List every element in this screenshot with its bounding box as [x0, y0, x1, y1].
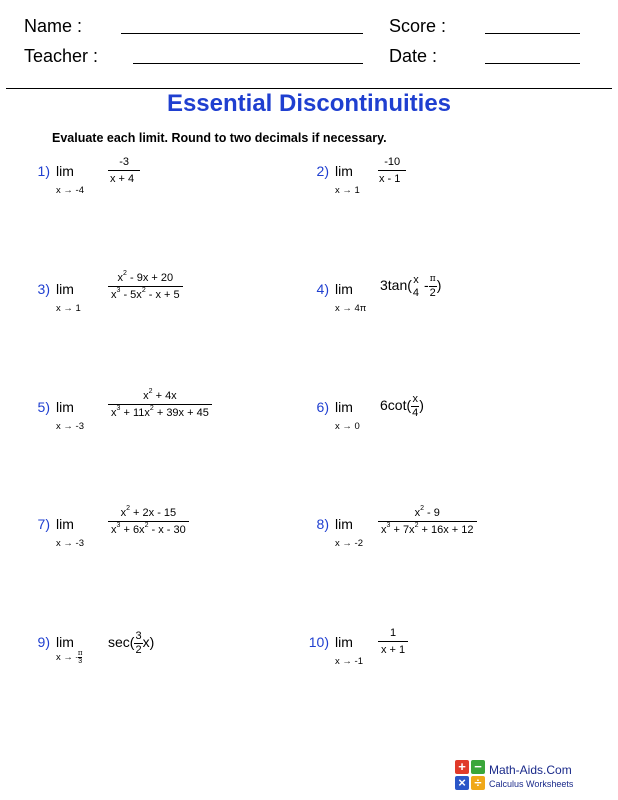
- x-over-4: $\frac{x}{4}$: [412, 393, 419, 419]
- divide-icon: ÷: [471, 776, 485, 790]
- problem-number: 9): [37, 634, 50, 650]
- page-title: Essential Discontinuities: [166, 90, 452, 117]
- problem-number: 8): [316, 516, 329, 532]
- fraction: [108, 272, 183, 301]
- problem-7: [10, 505, 290, 586]
- approach-label: x → 1: [56, 303, 81, 314]
- approach-label: x → - $\frac{\pi}{3}$: [56, 649, 83, 665]
- denominator: $x^3 - 5x^2 - x + 5$: [108, 286, 183, 301]
- lim-label: lim: [335, 281, 353, 297]
- fraction: [378, 156, 406, 185]
- problem-2: [289, 156, 569, 233]
- problem-10: [289, 627, 569, 704]
- lim-label: lim: [56, 281, 74, 297]
- logo-subtitle: Calculus Worksheets: [489, 779, 574, 789]
- coefficient: 6cot(: [380, 397, 412, 414]
- problem-8: [289, 505, 569, 586]
- pi-over-2: π 2: [429, 274, 436, 299]
- lim-label: lim: [56, 516, 74, 532]
- fraction: [108, 390, 212, 419]
- problem-number: 7): [37, 516, 50, 532]
- problem-number: 4): [316, 281, 329, 297]
- close-paren: ): [419, 397, 424, 414]
- instructions: Evaluate each limit. Round to two decimals if necessary.: [52, 131, 387, 145]
- trig-expression: [108, 630, 154, 657]
- numerator: $x^2 + 2x - 15$: [120, 505, 177, 519]
- three-over-two: $\frac{3}{2}$: [135, 630, 142, 656]
- problem-number: 2): [316, 163, 329, 179]
- approach-label: x → -4: [56, 185, 84, 196]
- trig-expression: [380, 273, 441, 300]
- lim-label: lim: [56, 634, 74, 650]
- denominator: $x^3 + 7x^2 + 16x + 12$: [378, 521, 477, 536]
- problem-number: 3): [37, 281, 50, 297]
- problem-3: [10, 270, 290, 351]
- approach-label: x → 1: [335, 185, 360, 196]
- lim-label: lim: [56, 399, 74, 415]
- coefficient: 3tan(: [380, 277, 412, 294]
- numerator: $x^2 - 9x + 20$: [117, 270, 174, 284]
- problem-4: [289, 273, 569, 351]
- problem-9: [10, 630, 290, 704]
- denominator: x - 1: [378, 170, 406, 185]
- name-line: [121, 33, 363, 34]
- lim-label: lim: [335, 634, 353, 650]
- date-label: Date :: [389, 46, 438, 66]
- problem-6: [289, 393, 569, 469]
- close-paren: x): [142, 634, 155, 651]
- problem-number: 10): [308, 634, 329, 650]
- teacher-line: [133, 63, 363, 64]
- minus-sign: -: [423, 277, 429, 294]
- operations-icon: [455, 760, 485, 790]
- approach-label: x → -3: [56, 421, 84, 432]
- approach-label: x → -1: [335, 656, 363, 667]
- numerator: -3: [119, 156, 129, 168]
- x-over-4: x 4: [412, 273, 420, 299]
- denominator: x + 1: [378, 641, 408, 656]
- lim-label: lim: [335, 163, 353, 179]
- problem-number: 5): [37, 399, 50, 415]
- plus-icon: +: [455, 760, 469, 774]
- score-label: Score :: [389, 16, 447, 36]
- times-icon: ×: [455, 776, 469, 790]
- fraction: [378, 507, 477, 536]
- approach-label: x → 4π: [335, 303, 367, 314]
- problem-1: [10, 156, 290, 233]
- numerator: -10: [384, 156, 401, 168]
- score-line: [485, 33, 580, 34]
- name-label: Name :: [24, 16, 83, 36]
- denominator: $x^3 + 6x^2 - x - 30$: [108, 521, 189, 536]
- approach-label: x → -3: [56, 538, 84, 549]
- fraction: [108, 156, 140, 185]
- fraction: [378, 627, 408, 656]
- denominator: $x^3 + 11x^2 + 39x + 45$: [108, 404, 212, 419]
- numerator: $x^2 - 9$: [414, 505, 440, 519]
- approach-label: x → -2: [335, 538, 363, 549]
- close-paren: ): [436, 277, 442, 294]
- teacher-label: Teacher :: [24, 46, 99, 66]
- approach-label: x → 0: [335, 421, 360, 432]
- fraction: [108, 507, 189, 536]
- problem-5: [10, 388, 290, 469]
- minus-icon: −: [471, 760, 485, 774]
- trig-expression: [380, 393, 424, 420]
- lim-label: lim: [56, 163, 74, 179]
- numerator: $x^2 + 4x$: [143, 388, 177, 402]
- date-line: [485, 63, 580, 64]
- lim-label: lim: [335, 516, 353, 532]
- lim-label: lim: [335, 399, 353, 415]
- logo-title: Math-Aids.Com: [489, 763, 572, 777]
- problem-number: 6): [316, 399, 329, 415]
- denominator: x + 4: [108, 170, 140, 185]
- numerator: 1: [390, 627, 397, 639]
- coefficient: sec(: [108, 634, 135, 651]
- header-divider: [6, 88, 612, 89]
- problem-number: 1): [37, 163, 50, 179]
